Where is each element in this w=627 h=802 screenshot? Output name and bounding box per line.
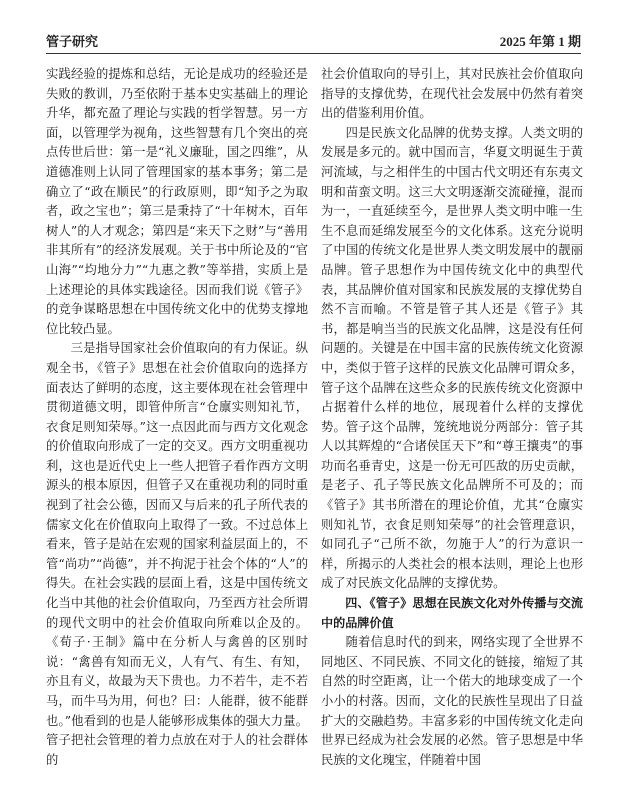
paragraph-cultural-brand: 四是民族文化品牌的优势支撑。人类文明的发展是多元的。就中国而言，华夏文明诞生于黄河流域，与之相伴生的中国古代文明还有东夷文明和苗蛮文明。这三大文明逐渐交流碰撞，混而为一，一直延续至今，是世界人类文明中唯一生生不息而延绵发展至今的文化体系。这充分说明了中国的传统文化是世界人类文明发展中的靓丽品牌。管子思想作为中国传统文化中的典型代表，其品牌价值对国家和民族发展的支撑优势自然不言而喻。不管是管子其人还是《管子》其书，都是响当当的民族文化品牌，这是没有任何问题的。关键是在中国丰富的民族传统文化资源中，类似于管子这样的民族文化品牌可谓众多，管子这个品牌在这些众多的民族传统文化资源中占据着什么样的地位，展现着什么样的支撑优势。管子这个品牌，笼统地说分两部分：管子其人以其辉煌的“合诸侯匡天下”和“尊王攘夷”的事功而名垂青史，这是一份无可匹敌的历史贡献，是老子、孔子等民族文化品牌所不可及的；而《管子》其书所潜在的理论价值，尤其“仓廪实则知礼节，衣食足则知荣辱”的社会管理意识，如同孔子“己所不欲，勿施于人”的行为意识一样，所揭示的人类社会的根本法则，理论上也形成了对民族文化品牌的支撑优势。 [321, 125, 583, 591]
right-column [321, 65, 583, 770]
journal-title: 管子研究 [46, 35, 99, 50]
paragraph-continuation: 实践经验的提炼和总结，无论是成功的经验还是失败的教训，乃至依附于基本史实基础上的理论升华，都充盈了理论与实践的哲学智慧。另一方面，以管理学为视角，这些智慧有几个突出的亮点传世后世：第一是“礼义廉耻，国之四维”，从道德准则上认同了管理国家的基本事务；第二是确立了“政在顺民”的行政原则，即“知予之为取者，政之宝也”；第三是秉持了“十年树木，百年树人”的人才观念；第四是“来天下之财”与“善用非其所有”的经济发展观。关于书中所论及的“官山海”“均地分力”“九惠之教”等举措，实质上是上述理论的具体实践途径。因而我们说《管子》的竞争谋略思想在中国传统文化中的优势支撑地位比较凸显。 [46, 67, 308, 336]
paragraph-information-age: 随着信息时代的到来，网络实现了全世界不同地区、不同民族、不同文化的链接，缩短了其自然的时空距离，让一个偌大的地球变成了一个小小的村落。因而，文化的民族性呈现出了日益扩大的交融趋势。丰富多彩的中国传统文化走向世界已经成为社会发展的必然。管子思想是中华民族的文化瑰宝，伴随着中国 [321, 635, 583, 767]
issue-label: 2025 年第 1 期 [499, 34, 581, 49]
section-heading: 四、《管子》思想在民族文化对外传播与交流中的品牌价值 [321, 596, 583, 630]
left-column [46, 65, 308, 770]
paragraph-continuation-right: 社会价值取向的导引上，其对民族社会价值取向指导的支撑优势，在现代社会发展中仍然有着突出的借鉴利用价值。 [321, 67, 583, 121]
page-header [46, 0, 581, 54]
paragraph-social-value: 三是指导国家社会价值取向的有力保证。纵观全书，《管子》思想在社会价值取向的选择方面表达了鲜明的态度，这主要体现在社会管理中贯彻道德文明，即管仲所言“仓廪实则知礼节，衣食足则知荣辱。”这一点因此而与西方文化观念的价值取向形成了一定的交叉。西方文明重视功利，这也是近代史上一些人把管子看作西方文明源头的根本原因，但管子又在重视功利的同时重视到了社会公德，因而又与后来的孔子所代表的儒家文化在价值取向上取得了一致。不过总体上看来，管子是站在宏观的国家利益层面上的，不管“尚功”“尚德”，并不拘泥于社会个体的“人”的得失。在社会实践的层面上看，这是中国传统文化当中其他的社会价值取向，乃至西方社会所谓的现代文明中的社会价值取向所难以企及的。《荀子·王制》篇中在分析人与禽兽的区别时说：“禽兽有知而无义，人有气、有生、有知，亦且有义，故最为天下贵也。力不若牛，走不若马，而牛马为用，何也？曰：人能群，彼不能群也。”他看到的也是人能够形成集体的强大力量。管子把社会管理的着力点放在对于人的社会群体的 [46, 341, 308, 767]
